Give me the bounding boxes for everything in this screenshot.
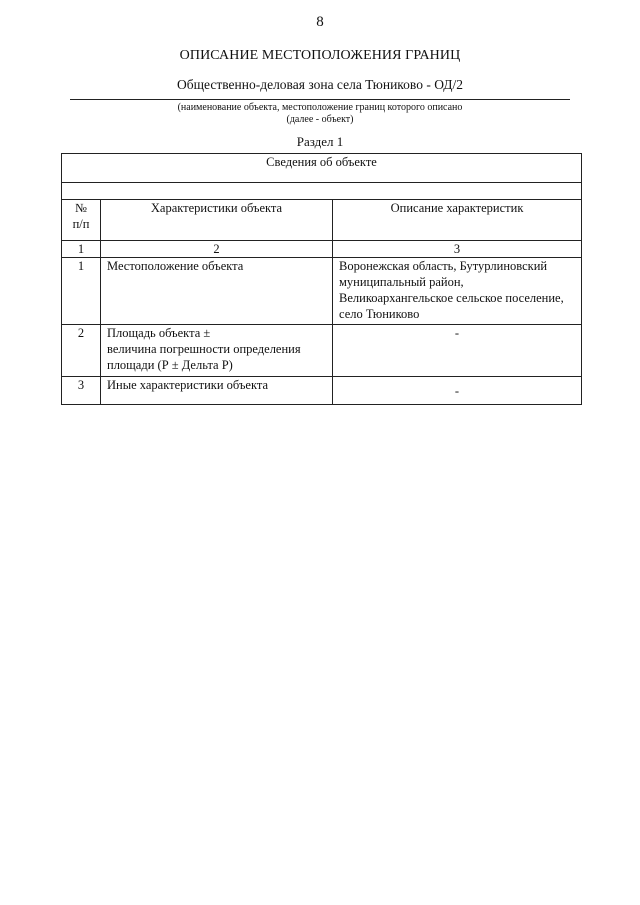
table-row xyxy=(62,325,582,377)
description-line: село Тюниково xyxy=(339,307,420,321)
object-name-underline xyxy=(70,99,570,100)
characteristic-line: величина погрешности определения xyxy=(107,342,301,356)
header-num-line-2: п/п xyxy=(72,217,90,231)
row-description xyxy=(333,325,582,377)
row-description xyxy=(333,258,582,325)
header-num xyxy=(62,200,101,241)
table-section-header-row xyxy=(62,154,582,183)
table-empty-cell xyxy=(62,183,582,200)
table-empty-row xyxy=(62,183,582,200)
table-row xyxy=(62,377,582,405)
description-line: Воронежская область, Бутурлиновский xyxy=(339,259,548,273)
description-line: муниципальный район, xyxy=(339,275,464,289)
column-index-3: 3 xyxy=(333,241,582,258)
object-name: Общественно-деловая зона села Тюниково - ОД/2 xyxy=(177,77,463,92)
row-characteristic: Местоположение объекта xyxy=(101,258,333,325)
table-row xyxy=(62,258,582,325)
header-characteristics: Характеристики объекта xyxy=(101,200,333,241)
object-name-caption xyxy=(0,102,640,126)
table-column-index-row xyxy=(62,241,582,258)
section-title: Раздел 1 xyxy=(296,134,344,149)
row-characteristic xyxy=(101,325,333,377)
row-description xyxy=(333,377,582,405)
caption-line-1: (наименование объекта, местоположение границ которого описано xyxy=(177,102,463,113)
characteristic-line: площади (Р ± Дельта Р) xyxy=(107,358,233,372)
column-index-1: 1 xyxy=(62,241,101,258)
table-section-header: Сведения об объекте xyxy=(62,154,582,183)
row-num: 2 xyxy=(62,325,101,377)
row-characteristic: Иные характеристики объекта xyxy=(101,377,333,405)
column-index-2: 2 xyxy=(101,241,333,258)
caption-line-2: (далее - объект) xyxy=(286,114,354,125)
table-header-row xyxy=(62,200,582,241)
header-num-line-1: № xyxy=(75,201,87,215)
description-dash: - xyxy=(454,384,460,398)
document-title: ОПИСАНИЕ МЕСТОПОЛОЖЕНИЯ ГРАНИЦ xyxy=(179,48,461,63)
description-dash: - xyxy=(454,326,460,340)
object-info-table xyxy=(61,153,582,405)
row-num: 1 xyxy=(62,258,101,325)
description-line: Великоархангельское сельское поселение, xyxy=(339,291,564,305)
header-description: Описание характеристик xyxy=(333,200,582,241)
row-num: 3 xyxy=(62,377,101,405)
page-number: 8 xyxy=(316,14,324,30)
characteristic-line: Площадь объекта ± xyxy=(107,326,211,340)
